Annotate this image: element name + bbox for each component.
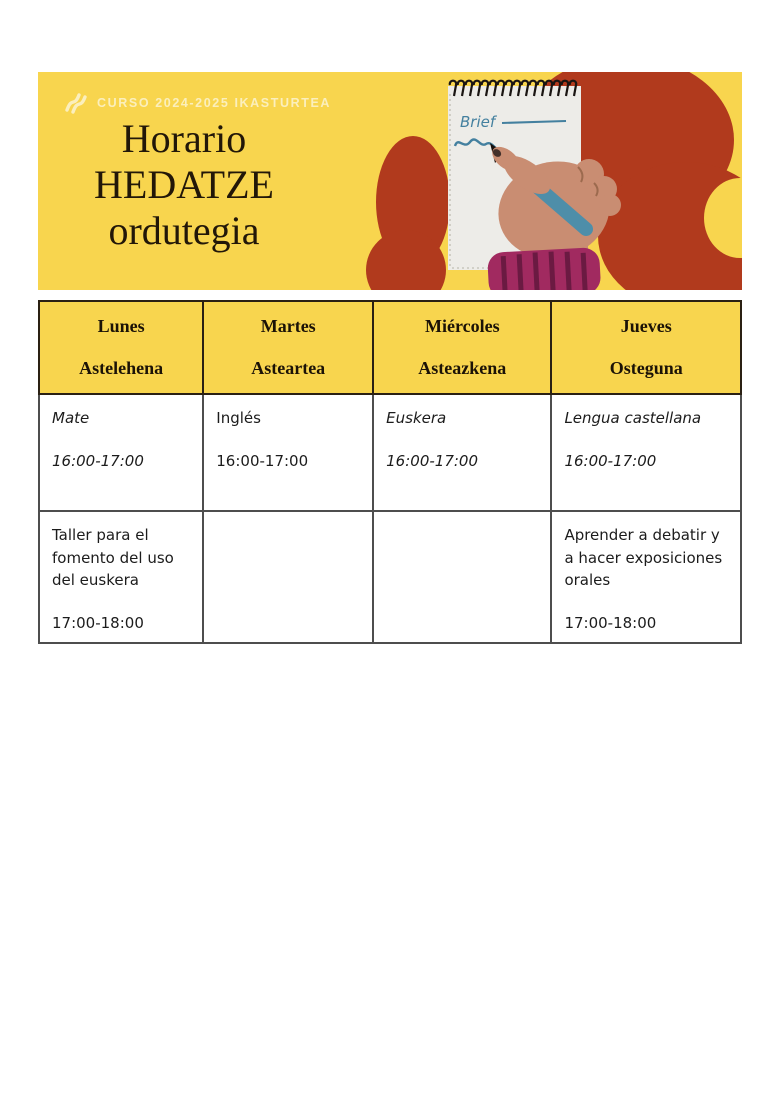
subject-label: Inglés — [216, 409, 261, 427]
course-year-label: CURSO 2024-2025 IKASTURTEA — [97, 96, 332, 110]
day-header-miercoles — [373, 301, 551, 394]
day-header-martes — [203, 301, 373, 394]
time-label: 16:00-17:00 — [216, 451, 309, 470]
schedule-cell-martes-1 — [203, 394, 373, 511]
schedule-cell-miercoles-2 — [373, 511, 551, 643]
schedule-cell-martes-2 — [203, 511, 373, 643]
day-name-es: Miércoles — [424, 316, 500, 336]
day-header-lunes — [39, 301, 203, 394]
day-name-eu: Osteguna — [609, 358, 683, 378]
title-line-1: Horario — [121, 116, 247, 161]
day-name-eu: Asteartea — [251, 358, 326, 378]
title-line-2: HEDATZE — [94, 162, 274, 207]
subject-label: Aprender a debatir y a hacer exposiciones orales — [564, 526, 723, 589]
page-title — [38, 116, 330, 254]
day-name-es: Jueves — [620, 316, 672, 336]
scribble-logo-icon — [64, 92, 88, 114]
header-banner — [38, 72, 742, 290]
day-name-eu: Astelehena — [79, 358, 164, 378]
schedule-table — [38, 300, 742, 644]
sleeve-cuff — [487, 247, 601, 290]
schedule-cell-jueves-1 — [551, 394, 741, 511]
title-line-3: ordutegia — [108, 208, 260, 253]
day-name-eu: Asteazkena — [418, 358, 507, 378]
day-name-es: Martes — [260, 316, 316, 336]
course-year-row — [64, 92, 331, 114]
table-header-row — [39, 301, 741, 394]
time-label: 16:00-17:00 — [386, 451, 479, 470]
time-label: 17:00-18:00 — [52, 613, 144, 632]
time-label: 16:00-17:00 — [564, 451, 657, 470]
subject-label: Taller para el fomento del uso del euskera — [52, 526, 174, 589]
table-row — [39, 394, 741, 511]
schedule-cell-jueves-2 — [551, 511, 741, 643]
day-name-es: Lunes — [97, 316, 145, 336]
day-header-jueves — [551, 301, 741, 394]
schedule-cell-lunes-2 — [39, 511, 203, 643]
notepad-label: Brief — [460, 113, 496, 131]
table-row — [39, 511, 741, 643]
time-label: 16:00-17:00 — [52, 451, 144, 470]
subject-label: Mate — [52, 409, 90, 427]
time-label: 17:00-18:00 — [564, 613, 657, 632]
schedule-cell-lunes-1 — [39, 394, 203, 511]
subject-label: Euskera — [386, 409, 447, 427]
subject-label: Lengua castellana — [564, 409, 702, 427]
schedule-cell-miercoles-1 — [373, 394, 551, 511]
